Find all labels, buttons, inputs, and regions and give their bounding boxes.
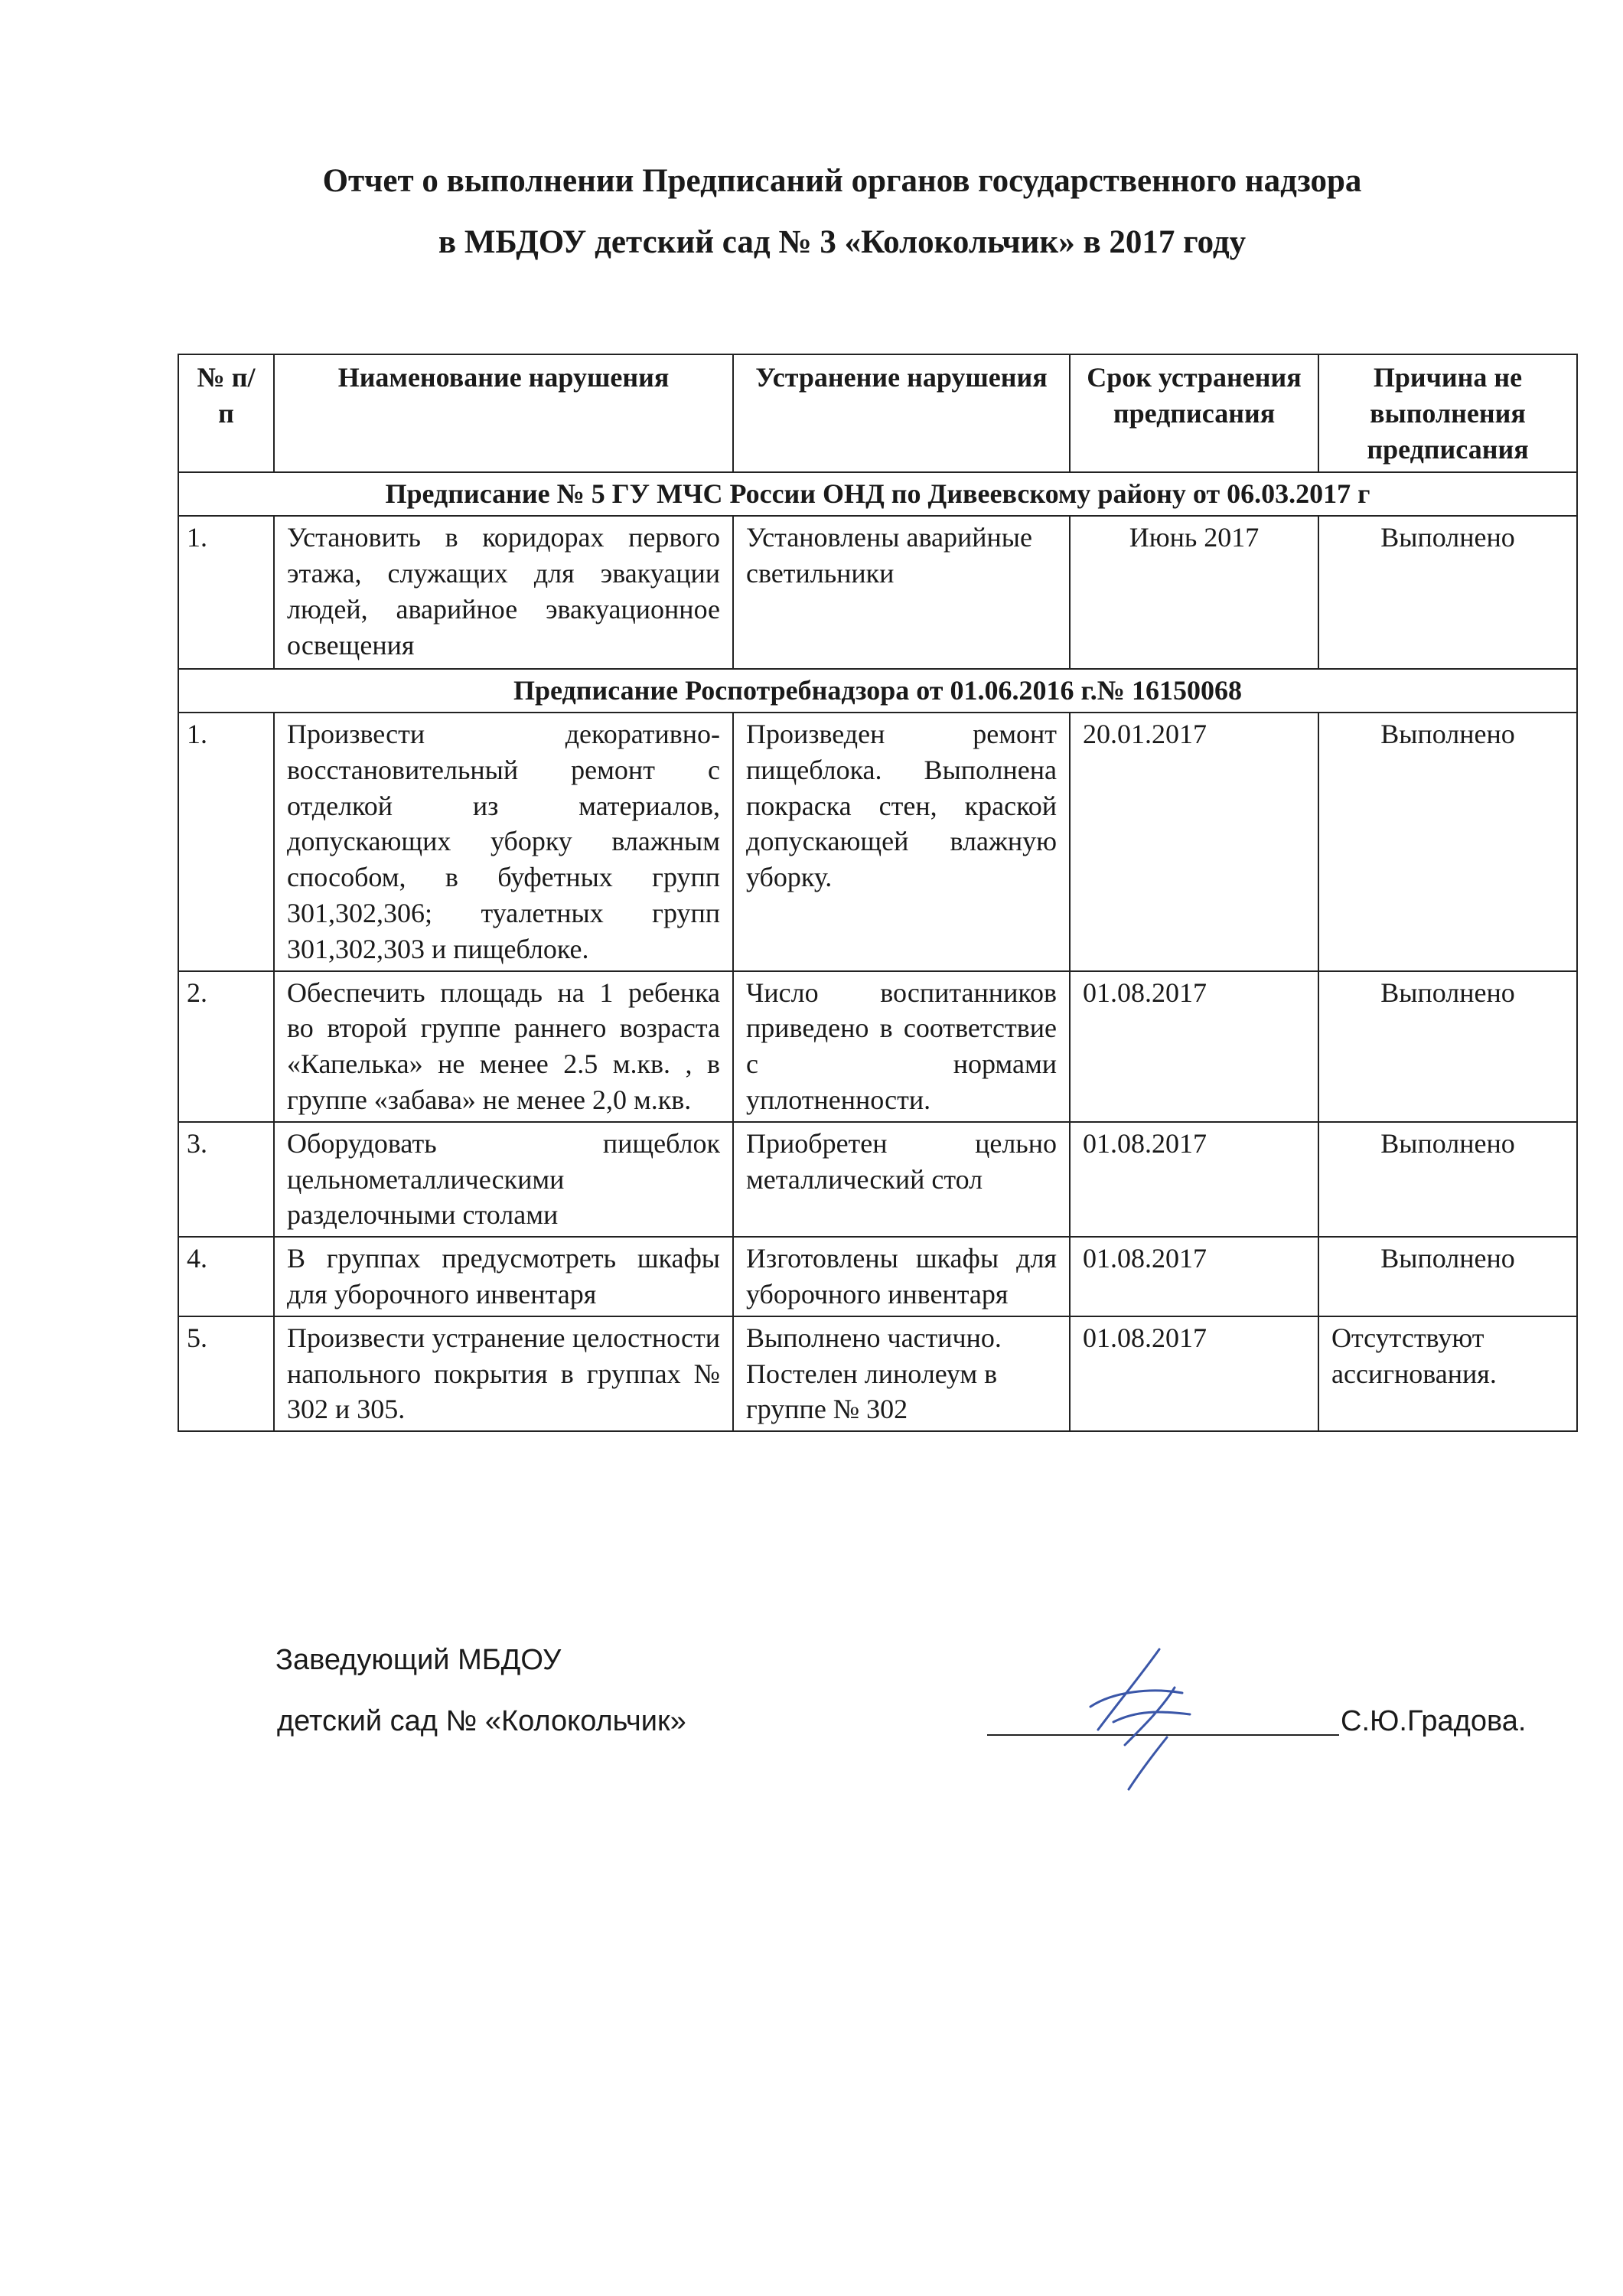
row-fix: Приобретен цельно металлический стол — [733, 1122, 1070, 1237]
row-term: 01.08.2017 — [1070, 1316, 1318, 1431]
row-fix: Установлены аварийные светильники — [733, 516, 1070, 669]
row-number: 4. — [178, 1237, 274, 1316]
table-row — [178, 516, 1577, 669]
row-violation: Произвести устранение целостности напольного покрытия в группах № 302 и 305. — [274, 1316, 733, 1431]
header-reason: Причина не выполнения предписания — [1318, 354, 1577, 472]
row-term: 01.08.2017 — [1070, 971, 1318, 1122]
row-reason: Отсутствуют ассигнования. — [1318, 1316, 1577, 1431]
header-term: Срок устранения предписания — [1070, 354, 1318, 472]
row-number: 3. — [178, 1122, 274, 1237]
row-reason: Выполнено — [1318, 516, 1577, 669]
header-fix: Устранение нарушения — [733, 354, 1070, 472]
row-reason: Выполнено — [1318, 713, 1577, 971]
table-row — [178, 1316, 1577, 1431]
row-term: Июнь 2017 — [1070, 516, 1318, 669]
row-violation: В группах предусмотреть шкафы для уборочного инвентаря — [274, 1237, 733, 1316]
signer-name: С.Ю.Градова. — [1341, 1705, 1527, 1737]
header-number: № п/п — [178, 354, 274, 472]
row-violation: Установить в коридорах первого этажа, служащих для эвакуации людей, аварийное эвакуационное освещения — [274, 516, 733, 669]
row-number: 1. — [178, 713, 274, 971]
report-table — [178, 354, 1578, 1432]
section-title: Предписание № 5 ГУ МЧС России ОНД по Дивеевскому району от 06.03.2017 г — [178, 472, 1577, 516]
row-number: 2. — [178, 971, 274, 1122]
table-row — [178, 713, 1577, 971]
document-title-line-1: Отчет о выполнении Предписаний органов государственного надзора — [322, 163, 1362, 199]
row-fix: Изготовлены шкафы для уборочного инвентаря — [733, 1237, 1070, 1316]
section-row — [178, 472, 1577, 516]
row-term: 01.08.2017 — [1070, 1122, 1318, 1237]
signer-position-line-2: детский сад № «Колокольчик» — [277, 1705, 686, 1737]
signer-position-line-1: Заведующий МБДОУ — [275, 1644, 562, 1676]
table-row — [178, 1122, 1577, 1237]
row-term: 01.08.2017 — [1070, 1237, 1318, 1316]
table-row — [178, 1237, 1577, 1316]
handwritten-signature — [1067, 1645, 1213, 1791]
row-reason: Выполнено — [1318, 1237, 1577, 1316]
document-title-line-2: в МБДОУ детский сад № 3 «Колокольчик» в 2017 году — [438, 224, 1247, 260]
section-title: Предписание Роспотребнадзора от 01.06.2016 г.№ 16150068 — [178, 669, 1577, 713]
row-violation: Обеспечить площадь на 1 ребенка во второй группе раннего возраста «Капелька» не менее 2.5 м.кв. , в группе «забава» не менее 2,0 м.кв. — [274, 971, 733, 1122]
row-reason: Выполнено — [1318, 1122, 1577, 1237]
row-fix: Число воспитанников приведено в соответствие с нормами уплотненности. — [733, 971, 1070, 1122]
row-violation: Оборудовать пищеблок цельнометаллическими разделочными столами — [274, 1122, 733, 1237]
row-term: 20.01.2017 — [1070, 713, 1318, 971]
row-reason: Выполнено — [1318, 971, 1577, 1122]
row-fix: Выполнено частично. Постелен линолеум в группе № 302 — [733, 1316, 1070, 1431]
table-row — [178, 971, 1577, 1122]
header-violation: Ниаменование нарушения — [274, 354, 733, 472]
row-number: 1. — [178, 516, 274, 669]
section-row — [178, 669, 1577, 713]
row-fix: Произведен ремонт пищеблока. Выполнена покраска стен, краской допускающей влажную уборку. — [733, 713, 1070, 971]
table-header-row — [178, 354, 1577, 472]
row-violation: Произвести декоративно-восстановительный ремонт с отделкой из материалов, допускающих уборку влажным способом, в буфетных групп 301,302,306; туалетных групп 301,302,303 и пищеблоке. — [274, 713, 733, 971]
row-number: 5. — [178, 1316, 274, 1431]
